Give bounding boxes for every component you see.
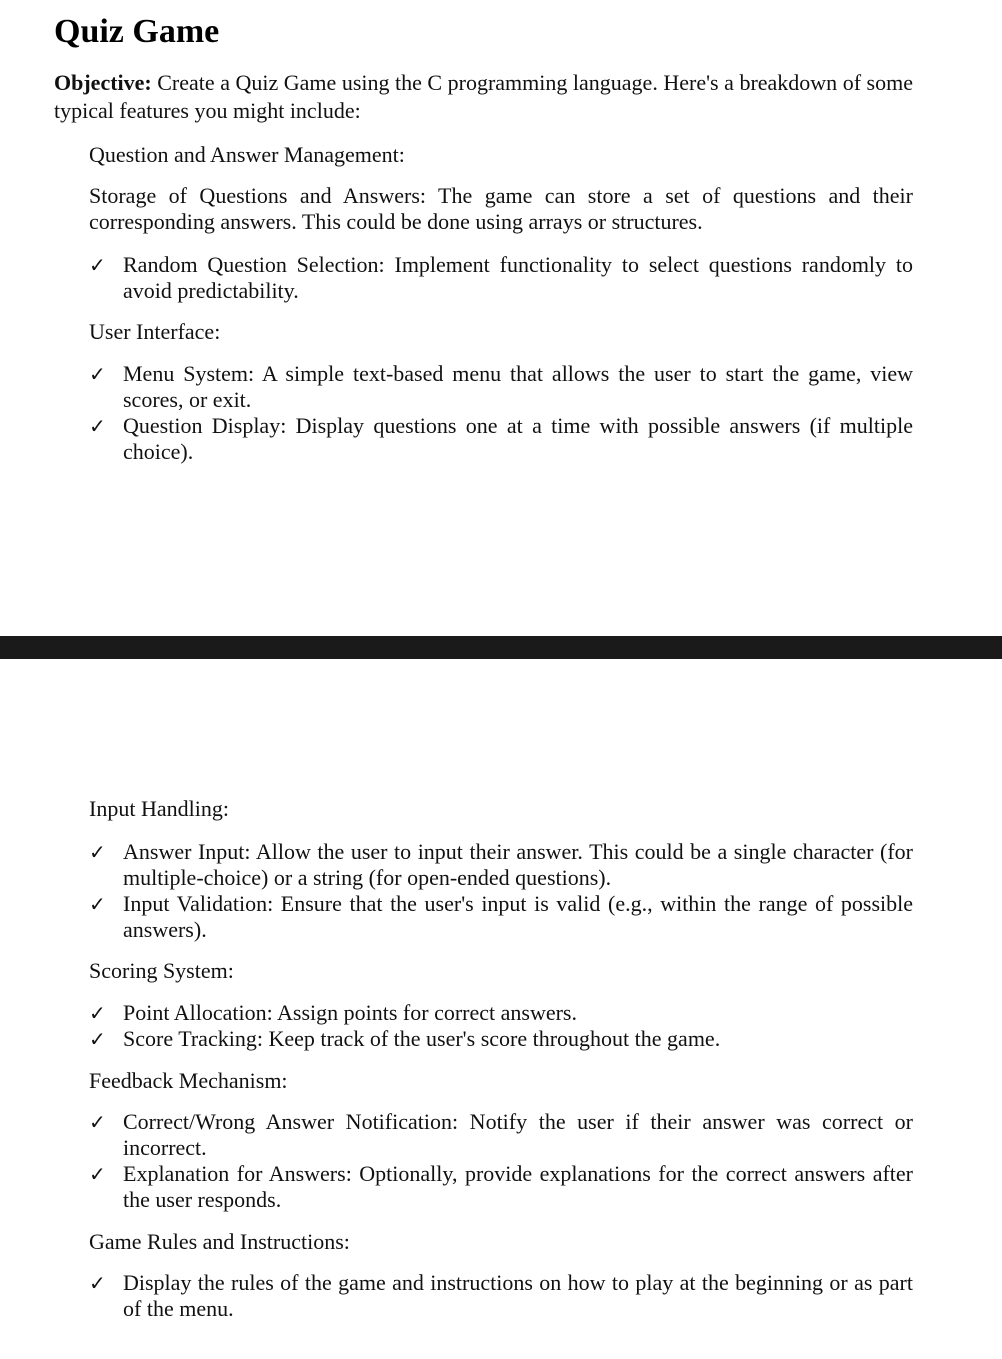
list-item-text: Explanation for Answers: Optionally, provide explanations for the correct answers after the user responds.: [123, 1161, 913, 1212]
checkmark-icon: ✓: [89, 892, 106, 916]
list-item: [89, 1161, 913, 1213]
checkmark-icon: ✓: [89, 1162, 106, 1186]
list-item: [89, 891, 913, 943]
list-item-text: Menu System: A simple text-based menu that allows the user to start the game, view scores, or exit.: [123, 361, 913, 412]
checkmark-icon: ✓: [89, 1001, 106, 1025]
list-item-text: Random Question Selection: Implement functionality to select questions randomly to avoid predictability.: [123, 252, 913, 303]
feedback-checklist: [89, 1109, 913, 1213]
list-item-text: Answer Input: Allow the user to input their answer. This could be a single character (for multiple-choice) or a string (for open-ended questions).: [123, 839, 913, 890]
section-heading-scoring: Scoring System:: [89, 958, 234, 983]
checkmark-icon: ✓: [89, 1027, 106, 1051]
list-item: [89, 252, 913, 304]
section-heading-rules: Game Rules and Instructions:: [89, 1229, 350, 1254]
list-item: [89, 361, 913, 413]
list-item: [89, 1026, 913, 1052]
checkmark-icon: ✓: [89, 1271, 106, 1295]
scoring-checklist: [89, 1000, 913, 1052]
list-item-text: Correct/Wrong Answer Notification: Notify the user if their answer was correct or incorrect.: [123, 1109, 913, 1160]
list-item: [89, 1270, 913, 1322]
list-item-text: Question Display: Display questions one at a time with possible answers (if multiple choice).: [123, 413, 913, 464]
section-heading-input: Input Handling:: [89, 796, 229, 821]
list-item-text: Score Tracking: Keep track of the user's score throughout the game.: [123, 1026, 721, 1051]
list-item: [89, 413, 913, 465]
checkmark-icon: ✓: [89, 840, 106, 864]
document-page-1: [0, 0, 1002, 636]
objective-text: Create a Quiz Game using the C programming language. Here's a breakdown of some typical features you might include:: [54, 70, 913, 123]
section-heading-feedback: Feedback Mechanism:: [89, 1068, 288, 1093]
list-item: [89, 1000, 913, 1026]
list-item-text: Input Validation: Ensure that the user's input is valid (e.g., within the range of possible answers).: [123, 891, 913, 942]
list-item-text: Display the rules of the game and instructions on how to play at the beginning or as part of the menu.: [123, 1270, 913, 1321]
section-heading-qa: Question and Answer Management:: [89, 142, 405, 167]
checkmark-icon: ✓: [89, 253, 106, 277]
objective-paragraph: [54, 69, 913, 125]
section-heading-ui: User Interface:: [89, 319, 221, 344]
objective-label: Objective:: [54, 70, 152, 95]
input-checklist: [89, 839, 913, 943]
list-item-text: Point Allocation: Assign points for correct answers.: [123, 1000, 577, 1025]
qa-intro-paragraph: Storage of Questions and Answers: The game can store a set of questions and their corresponding answers. This could be done using arrays or structures.: [89, 183, 913, 234]
qa-checklist: [89, 252, 913, 304]
list-item: [89, 839, 913, 891]
checkmark-icon: ✓: [89, 1110, 106, 1134]
checkmark-icon: ✓: [89, 362, 106, 386]
rules-checklist: [89, 1270, 913, 1322]
list-item: [89, 1109, 913, 1161]
page-separator: [0, 636, 1002, 659]
document-page-2: [0, 659, 1002, 1359]
checkmark-icon: ✓: [89, 414, 106, 438]
ui-checklist: [89, 361, 913, 465]
document-title: Quiz Game: [54, 13, 220, 50]
